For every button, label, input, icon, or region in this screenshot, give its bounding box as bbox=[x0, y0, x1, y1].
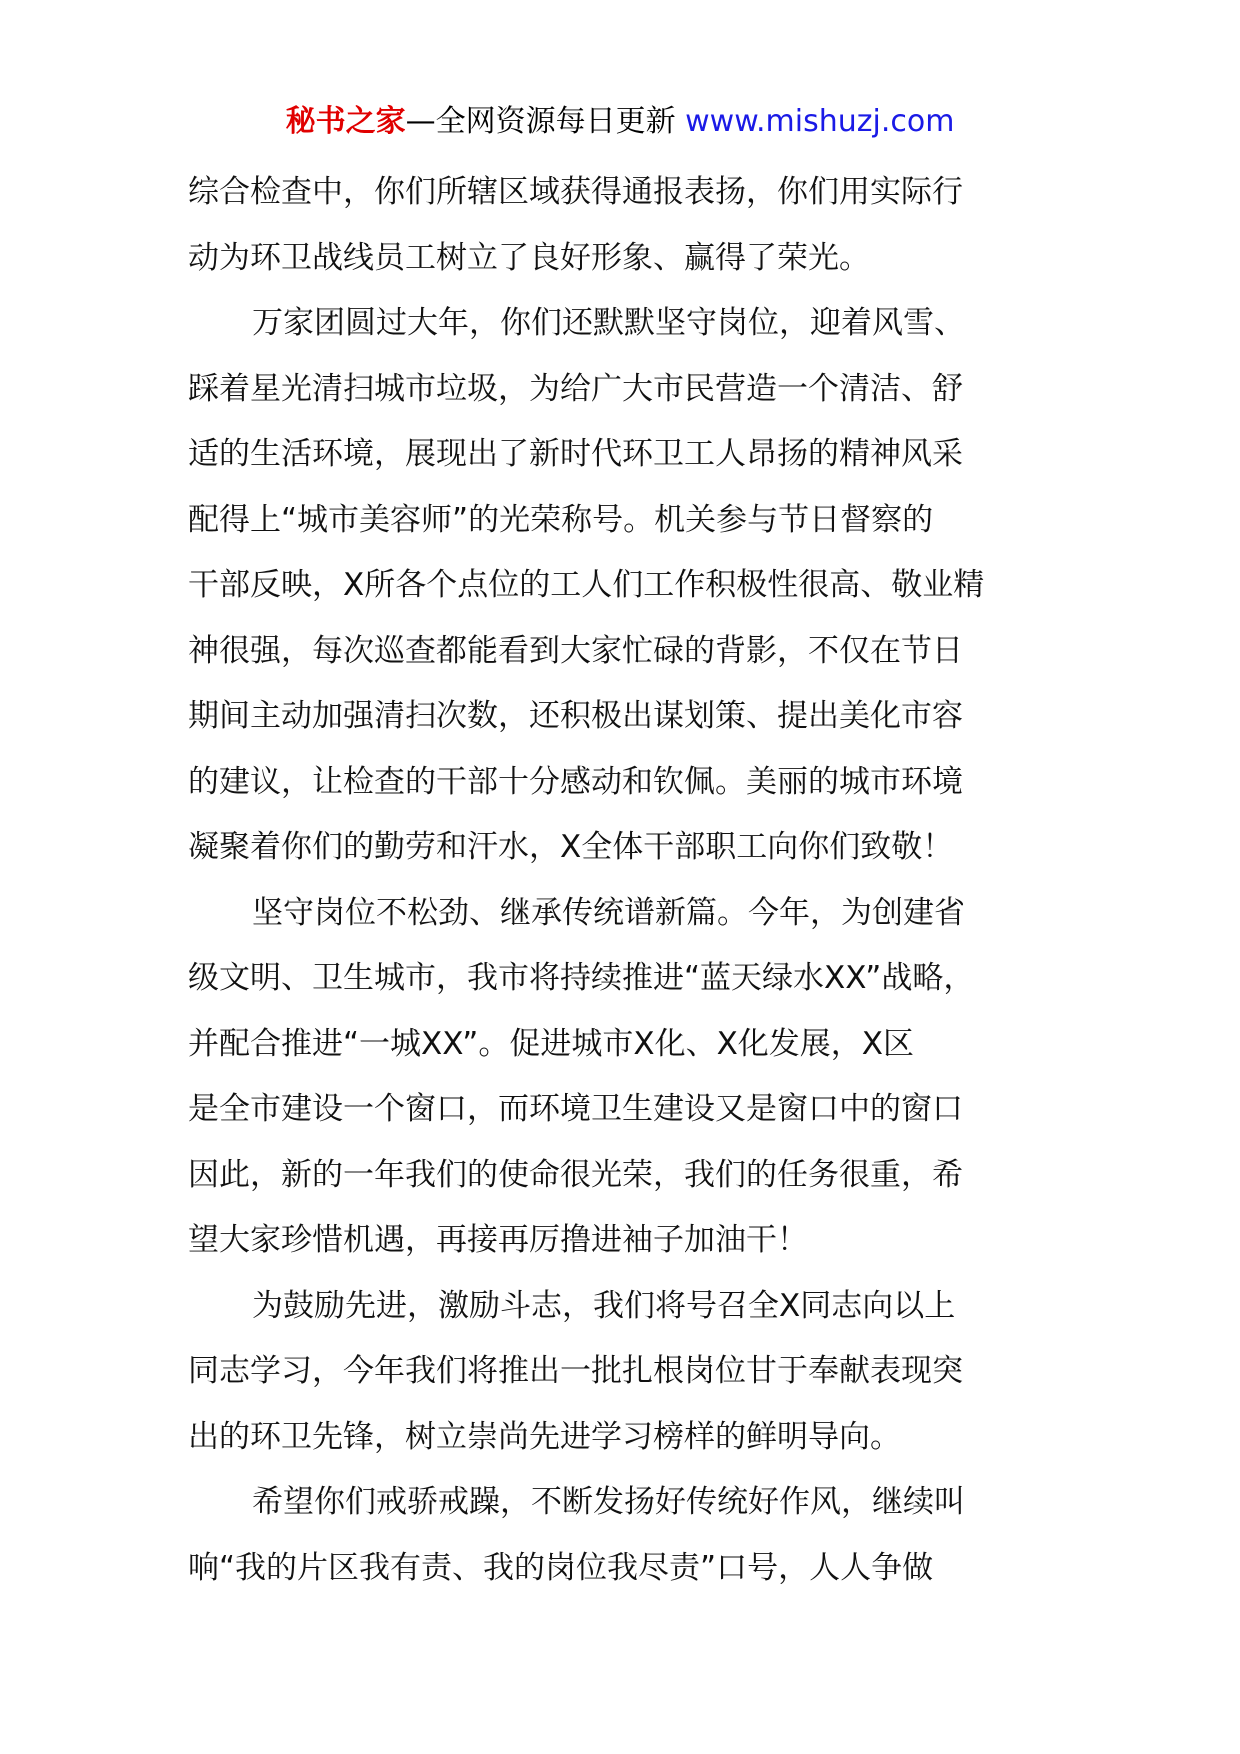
brand-name: 秘书之家 bbox=[285, 104, 406, 139]
text-line: 响“我的片区我有责、我的岗位我尽责”口号，人人争做 bbox=[188, 1549, 934, 1586]
text-line: 的建议，让检查的干部十分感动和钦佩。美丽的城市环境 bbox=[188, 763, 963, 800]
text-line: 动为环卫战线员工树立了良好形象、赢得了荣光。 bbox=[188, 239, 870, 276]
text-line: 神很强，每次巡查都能看到大家忙碌的背影，不仅在节日 bbox=[188, 632, 963, 669]
site-url-link[interactable]: www.mishuzj.com bbox=[685, 104, 955, 139]
text-line: 综合检查中，你们所辖区域获得通报表扬，你们用实际行 bbox=[188, 174, 963, 210]
header-tagline: —全网资源每日更新 bbox=[405, 104, 676, 139]
text-line: 出的环卫先锋，树立崇尚先进学习榜样的鲜明导向。 bbox=[188, 1418, 901, 1455]
text-line: 干部反映，X所各个点位的工人们工作积极性很高、敬业精 bbox=[188, 567, 985, 603]
text-line: 希望你们戒骄戒躁，不断发扬好传统好作风，继续叫 bbox=[252, 1484, 965, 1520]
text-line: 望大家珍惜机遇，再接再厉撸进袖子加油干！ bbox=[188, 1222, 808, 1258]
text-line: 并配合推进“一城XX”。促进城市X化、X化发展，X区 bbox=[188, 1025, 915, 1062]
text-line: 为鼓励先进，激励斗志，我们将号召全X同志向以上 bbox=[252, 1287, 956, 1324]
text-line: 因此，新的一年我们的使命很光荣，我们的任务很重，希 bbox=[188, 1156, 963, 1193]
text-line: 级文明、卫生城市，我市将持续推进“蓝天绿水XX”战略， bbox=[188, 960, 975, 996]
text-line: 期间主动加强清扫次数，还积极出谋划策、提出美化市容 bbox=[188, 698, 963, 734]
document-body bbox=[188, 160, 1088, 1601]
text-line: 凝聚着你们的勤劳和汗水，X全体干部职工向你们致敬！ bbox=[188, 829, 954, 865]
text-line: 同志学习，今年我们将推出一批扎根岗位甘于奉献表现突 bbox=[188, 1353, 963, 1389]
site-header bbox=[0, 100, 1240, 144]
text-line: 是全市建设一个窗口，而环境卫生建设又是窗口中的窗口 bbox=[188, 1091, 963, 1127]
text-line: 适的生活环境，展现出了新时代环卫工人昂扬的精神风采 bbox=[188, 436, 963, 472]
text-line: 万家团圆过大年，你们还默默坚守岗位，迎着风雪、 bbox=[252, 305, 965, 341]
text-line: 配得上“城市美容师”的光荣称号。机关参与节日督察的 bbox=[188, 501, 934, 538]
text-line: 踩着星光清扫城市垃圾，为给广大市民营造一个清洁、舒 bbox=[188, 370, 963, 407]
text-line: 坚守岗位不松劲、继承传统谱新篇。今年，为创建省 bbox=[252, 894, 965, 931]
